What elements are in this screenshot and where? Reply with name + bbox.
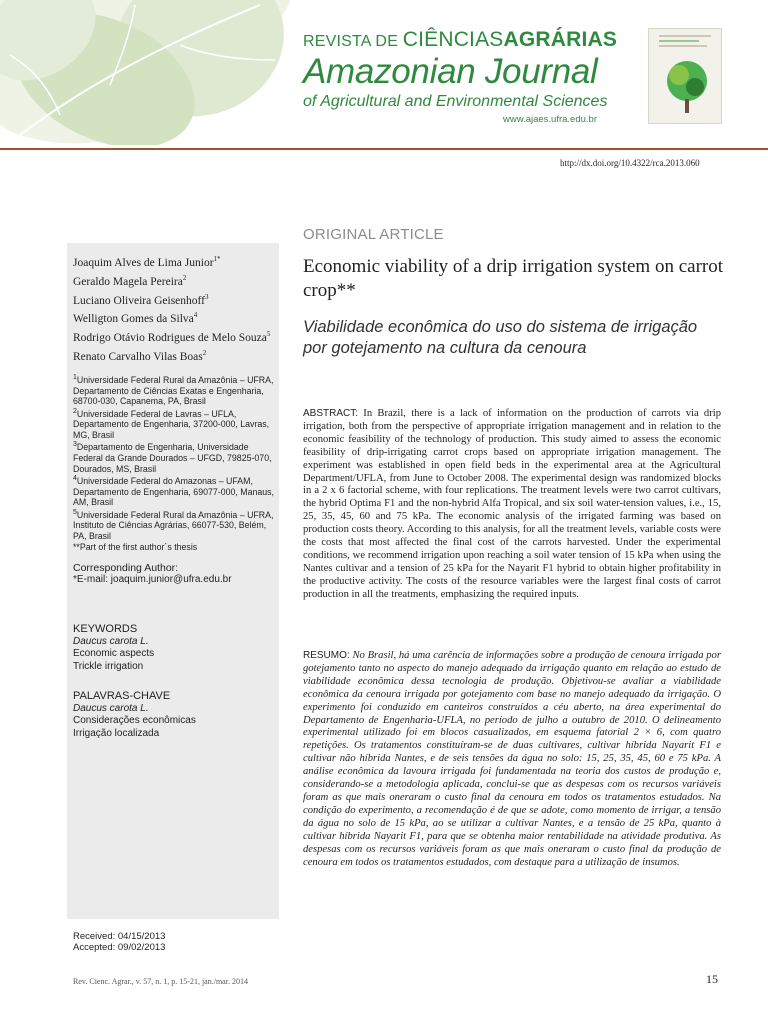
doi-link[interactable]: http://dx.doi.org/10.4322/rca.2013.060 bbox=[560, 158, 700, 168]
author-item: Luciano Oliveira Geisenhoff$^3$ bbox=[73, 292, 209, 307]
keyword-item: Trickle irrigation bbox=[73, 660, 144, 672]
corresponding-author bbox=[73, 562, 278, 586]
author-list bbox=[73, 252, 278, 365]
abstract-text: In Brazil, there is a lack of information on the production of carrots via drip irrigation, both from the perspective of appropriate irrigation management and in relation to the economic feasibility of the technology of production. This study aimed to assess the economic feasibility of drip-irrigating carrot crops based on appropriate irrigation management. The experiment was established in open field beds in the experimental area at the Agricultural Department/UFLA, from June to October 2008. The experimental design was randomized blocks in a 2 x 6 factorial scheme, with four replications. The treatment levels were two carrot cultivars, the hybrid Optima F1 and the non-hybrid Alfa Tropical, and six soil water-tension values, i.e., 15, 25, 35, 45, 60 and 75 kPa. The economic analysis of the irrigated farming was based on production costs theory. According to this analysis, for all the treatment levels, variable costs were the costs that most affected the final cost of the carrots harvested. Under the experimental conditions, we recommend irrigation upon reaching a soil water tension of 15 kPa when using the Nantes cultivar and a tension of 25 kPa for the Nayarit F1 hybrid to obtain higher profitability in the productive activity. The costs of the resource variables were the largest final costs of carrot production in all the treatments, emphasizing the required inputs. bbox=[303, 408, 721, 600]
journal-cover-thumbnail bbox=[648, 28, 722, 124]
corresponding-email[interactable]: *E-mail: joaquim.junior@ufra.edu.br bbox=[73, 574, 232, 585]
resumo-block bbox=[303, 650, 721, 869]
corresponding-heading: Corresponding Author: bbox=[73, 562, 179, 574]
keyword-item: Daucus carota L. bbox=[73, 635, 149, 647]
resumo-label: RESUMO: bbox=[303, 650, 350, 661]
palavra-item: Irrigação localizada bbox=[73, 727, 160, 739]
keyword-item: Economic aspects bbox=[73, 648, 155, 660]
palavras-chave-section bbox=[73, 690, 278, 740]
header-divider bbox=[0, 148, 768, 150]
palavra-item: Daucus carota L. bbox=[73, 702, 149, 714]
keywords-section bbox=[73, 623, 278, 673]
journal-website[interactable]: www.ajaes.ufra.edu.br bbox=[503, 114, 597, 125]
leaf-decoration-icon bbox=[0, 0, 290, 145]
author-item: Geraldo Magela Pereira$^2$ bbox=[73, 273, 187, 288]
submission-dates bbox=[73, 931, 165, 953]
received-date: Received: 04/15/2013 bbox=[73, 931, 166, 942]
article-title-pt: Viabilidade econômica do uso do sistema de irrigação por gotejamento na cultura da cenoura bbox=[303, 318, 698, 357]
author-item: Rodrigo Otávio Rodrigues de Melo Souza$^5$ bbox=[73, 330, 271, 345]
affiliation-item: $^5$Universidade Federal Rural da Amazônia – UFRA, Instituto de Ciências Agrárias, 66077-530, Belém, PA, Brasil bbox=[73, 508, 274, 541]
affiliation-item: $^2$Universidade Federal de Lavras – UFLA, Departamento de Engenharia, 37200-000, Lavras, MG, Brasil bbox=[73, 407, 270, 440]
author-item: Joaquim Alves de Lima Junior$^{1*}$ bbox=[73, 255, 221, 269]
affiliation-item: $^1$Universidade Federal Rural da Amazônia – UFRA, Departamento de Ciências Exatas e Engenharia, 68700-030, Capanema, PA, Brasil bbox=[73, 374, 274, 407]
affiliation-list bbox=[73, 373, 278, 552]
revista-title: REVISTA DE CIÊNCIASAGRÁRIAS bbox=[303, 28, 618, 51]
keywords-heading: KEYWORDS bbox=[73, 623, 138, 635]
palavra-item: Considerações econômicas bbox=[73, 715, 196, 727]
affiliation-item: $^3$Departamento de Engenharia, Universidade Federal da Grande Dourados – UFGD, 79825-070, Dourados, MS, Brasil bbox=[73, 441, 272, 474]
resumo-text: No Brasil, há uma carência de informações sobre a produção de cenoura irrigada por gotejamento tanto no aspecto do manejo adequado da irrigação quanto em relação ao estudo de viabilidade econômica dessa tecnologia de produção. Objetivou-se avaliar a viabilidade econômica da cenoura irrigada por gotejamento com base no manejo adequado da irrigação. O experimento foi conduzido em canteiros construídos a céu aberto, na área experimental do Departamento de Engenharia-UFLA, no período de julho a outubro de 2010. O delineamento experimental utilizado foi em blocos casualizados, em esquema fatorial 2 × 6, com quatro repetições. Os tratamentos constituíram-se de duas cultivares, cultivar híbrida Nayarit F1 e cultivar não híbrida Nantes, e de seis tensões da água no solo: 15, 25, 35, 45, 60 e 75 kPa. A análise econômica da lavoura irrigada foi fundamentada na teoria dos custos de produção e, considerando-se a metodologia aplicada, conclui-se que as despesas com os recursos variáveis foram as que mais oneraram o custo final da cenoura em todos os tratamentos estudados. Na condição do experimento, a recomendação é de que se adote, como momento de irrigar, a tensão da água no solo de 15 kPa, ao se utilizar a cultivar Nantes, e a tensão de 25 kPa, quanto à cultivar híbrida Nayarit F1, para que se obtenha maior rentabilidade na atividade produtiva. As despesas com os recursos variáveis foram as que mais oneraram o custo final da produção de cenoura em todos os tratamentos estudados, com destaque para a utilização de insumos. bbox=[303, 650, 721, 868]
author-item: Welligton Gomes da Silva$^4$ bbox=[73, 311, 198, 326]
article-type: ORIGINAL ARTICLE bbox=[303, 226, 444, 243]
thesis-note: **Part of the first author´s thesis bbox=[73, 541, 198, 552]
journal-subtitle: of Agricultural and Environmental Sciences bbox=[303, 93, 608, 110]
abstract-label: ABSTRACT: bbox=[303, 408, 359, 419]
tree-logo-icon bbox=[649, 29, 721, 123]
author-item: Renato Carvalho Vilas Boas$^2$ bbox=[73, 349, 207, 363]
journal-title: Amazonian Journal bbox=[303, 52, 598, 91]
affiliation-item: $^4$Universidade Federal do Amazonas – UFAM, Departamento de Engenharia, 69077-000, Manaus, AM, Brasil bbox=[73, 475, 275, 508]
accepted-date: Accepted: 09/02/2013 bbox=[73, 942, 166, 953]
journal-reference: Rev. Cienc. Agrar., v. 57, n. 1, p. 15-21, jan./mar. 2014 bbox=[73, 977, 248, 986]
palavras-heading: PALAVRAS-CHAVE bbox=[73, 690, 171, 702]
article-title-en: Economic viability of a drip irrigation system on carrot crop** bbox=[303, 256, 724, 301]
abstract-block bbox=[303, 408, 721, 602]
page-number: 15 bbox=[706, 972, 718, 986]
